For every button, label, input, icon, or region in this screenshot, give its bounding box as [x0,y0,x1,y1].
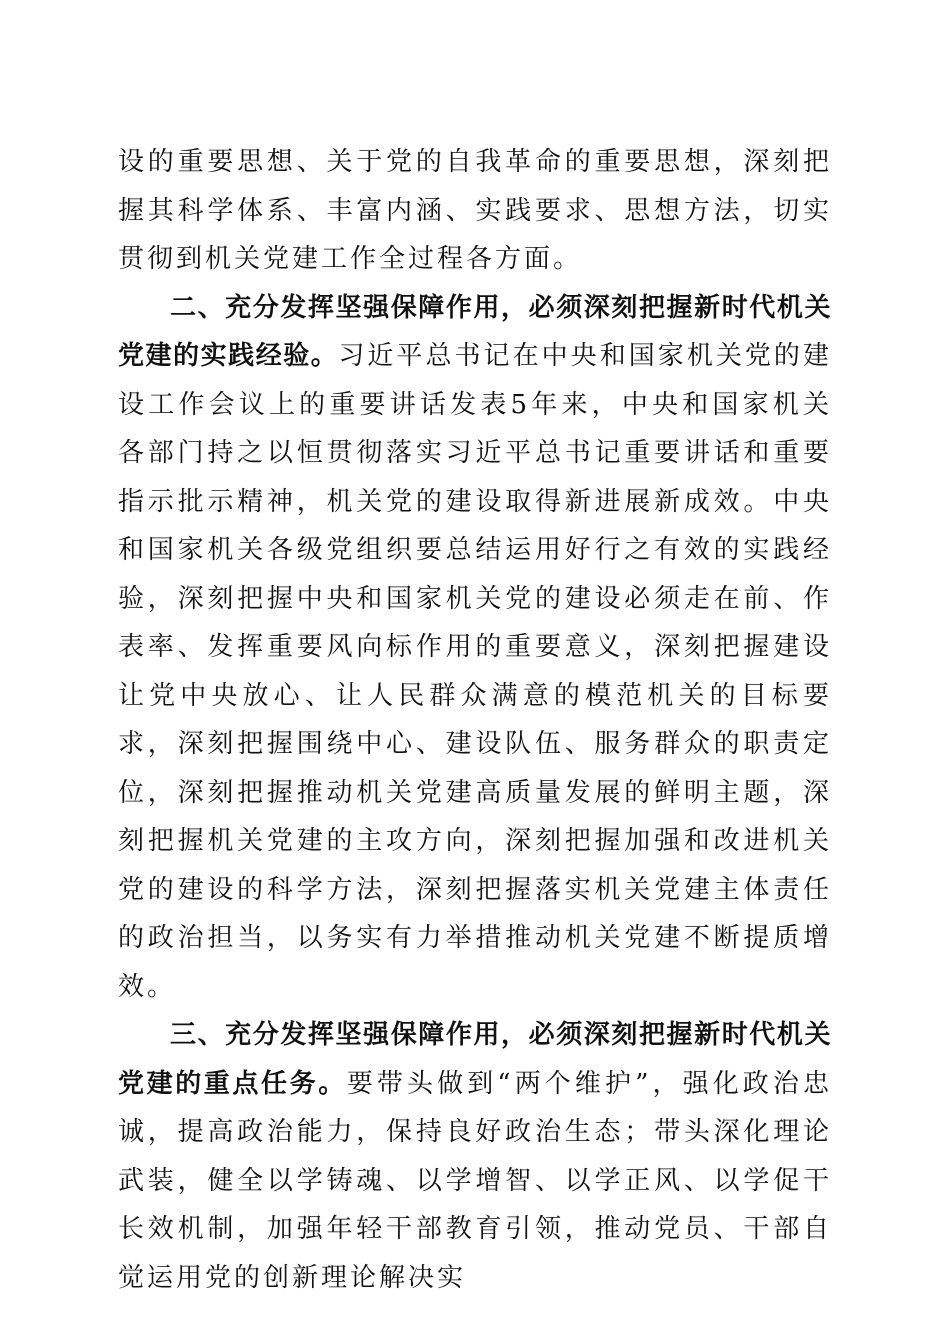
paragraph-body: 设的重要思想、关于党的自我革命的重要思想，深刻把握其科学体系、丰富内涵、实践要求、思想方法，切实贯彻到机关党建工作全过程各方面。 [118,147,832,274]
paragraph-continued [118,138,832,284]
paragraph-section-3 [118,1011,832,1302]
paragraph-section-2 [118,284,832,1012]
document-page [118,138,832,1302]
paragraph-body: 要带头做到“两个维护”，强化政治忠诚，提高政治能力，保持良好政治生态；带头深化理论武装，健全以学铸魂、以学增智、以学正风、以学促干长效机制，加强年轻干部教育引领，推动党员、干部自觉运用党的创新理论解决实 [118,1068,832,1293]
section-heading: 三、充分发挥坚强保障作用，必须深刻把握新时代机关党建的重点任务。 [118,1020,832,1099]
section-heading: 二、充分发挥坚强保障作用，必须深刻把握新时代机关党建的实践经验。 [118,292,832,371]
paragraph-body: 习近平总书记在中央和国家机关党的建设工作会议上的重要讲话发表5年来，中央和国家机关各部门持之以恒贯彻落实习近平总书记重要讲话和重要指示批示精神，机关党的建设取得新进展新成效。中央和国家机关各级党组织要总结运用好行之有效的实践经验，深刻把握中央和国家机关党的建设必须走在前、作表率、发挥重要风向标作用的重要意义，深刻把握建设让党中央放心、让人民群众满意的模范机关的目标要求，深刻把握围绕中心、建设队伍、服务群众的职责定位，深刻把握推动机关党建高质量发展的鲜明主题，深刻把握机关党建的主攻方向，深刻把握加强和改进机关党的建设的科学方法，深刻把握落实机关党建主体责任的政治担当，以务实有力举措推动机关党建不断提质增效。 [118,341,832,1002]
